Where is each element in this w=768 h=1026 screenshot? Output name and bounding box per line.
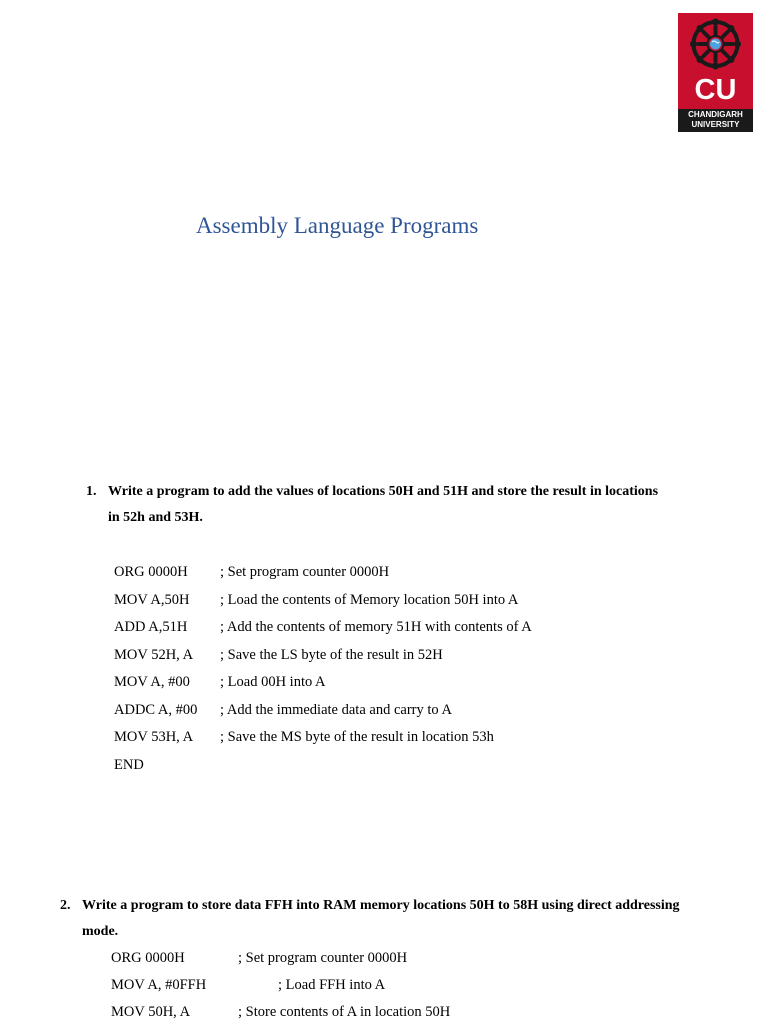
- code-instruction: ORG 0000H: [111, 950, 185, 966]
- code-comment: ; Load 00H into A: [220, 674, 326, 690]
- question-number: 1.: [86, 484, 97, 499]
- code-line: [111, 999, 671, 1026]
- logo-name-line1: CHANDIGARH: [688, 110, 743, 119]
- question-number: 2.: [60, 898, 71, 913]
- code-instruction: ORG 0000H: [114, 564, 188, 580]
- code-comment: ; Save the MS byte of the result in location 53h: [220, 729, 494, 745]
- question-text: Write a program to add the values of locations 50H and 51H and store the result in locations in 52h and 53H.: [108, 484, 659, 525]
- code-line: [114, 669, 674, 697]
- code-line: [114, 752, 674, 780]
- code-comment: ; Load the contents of Memory location 50H into A: [220, 591, 519, 608]
- document-title: Assembly Language Programs: [196, 213, 479, 238]
- code-instruction: ADDC A, #00: [114, 701, 198, 718]
- logo-name-line2: UNIVERSITY: [691, 120, 740, 129]
- code-line: [111, 972, 671, 999]
- code-instruction: MOV 50H, A: [111, 1004, 191, 1020]
- code-line: [114, 559, 674, 587]
- code-block-2: [111, 945, 671, 1026]
- code-comment: ; Store contents of A in location 50H: [238, 1004, 451, 1020]
- question-1: [86, 479, 666, 531]
- code-comment: ; Set program counter 0000H: [238, 950, 408, 966]
- code-instruction: MOV A,50H: [114, 591, 190, 608]
- code-line: [114, 614, 674, 642]
- question-text: Write a program to store data FFH into RAM memory locations 50H to 58H using direct addressing mode.: [82, 898, 680, 939]
- question-2: [60, 893, 680, 945]
- code-instruction: MOV A, #0FFH: [111, 977, 207, 993]
- code-instruction: MOV A, #00: [114, 674, 190, 690]
- code-comment: ; Add the immediate data and carry to A: [220, 701, 452, 718]
- code-line: [114, 724, 674, 752]
- code-comment: ; Add the contents of memory 51H with contents of A: [220, 619, 532, 635]
- logo-name-band: [678, 109, 753, 132]
- code-comment: ; Save the LS byte of the result in 52H: [220, 646, 443, 663]
- university-logo: [678, 13, 753, 132]
- code-line: [114, 587, 674, 615]
- code-instruction: MOV 52H, A: [114, 646, 194, 663]
- gear-globe-emblem-icon: [678, 13, 753, 75]
- code-comment: ; Load FFH into A: [278, 977, 386, 993]
- code-line: [114, 642, 674, 670]
- code-block-1: [114, 559, 674, 779]
- code-line: [111, 945, 671, 972]
- code-instruction: ADD A,51H: [114, 619, 188, 635]
- code-instruction: END: [114, 756, 144, 773]
- code-instruction: MOV 53H, A: [114, 729, 194, 745]
- logo-initials: CU: [694, 74, 737, 106]
- code-comment: ; Set program counter 0000H: [220, 564, 390, 580]
- code-line: [114, 697, 674, 725]
